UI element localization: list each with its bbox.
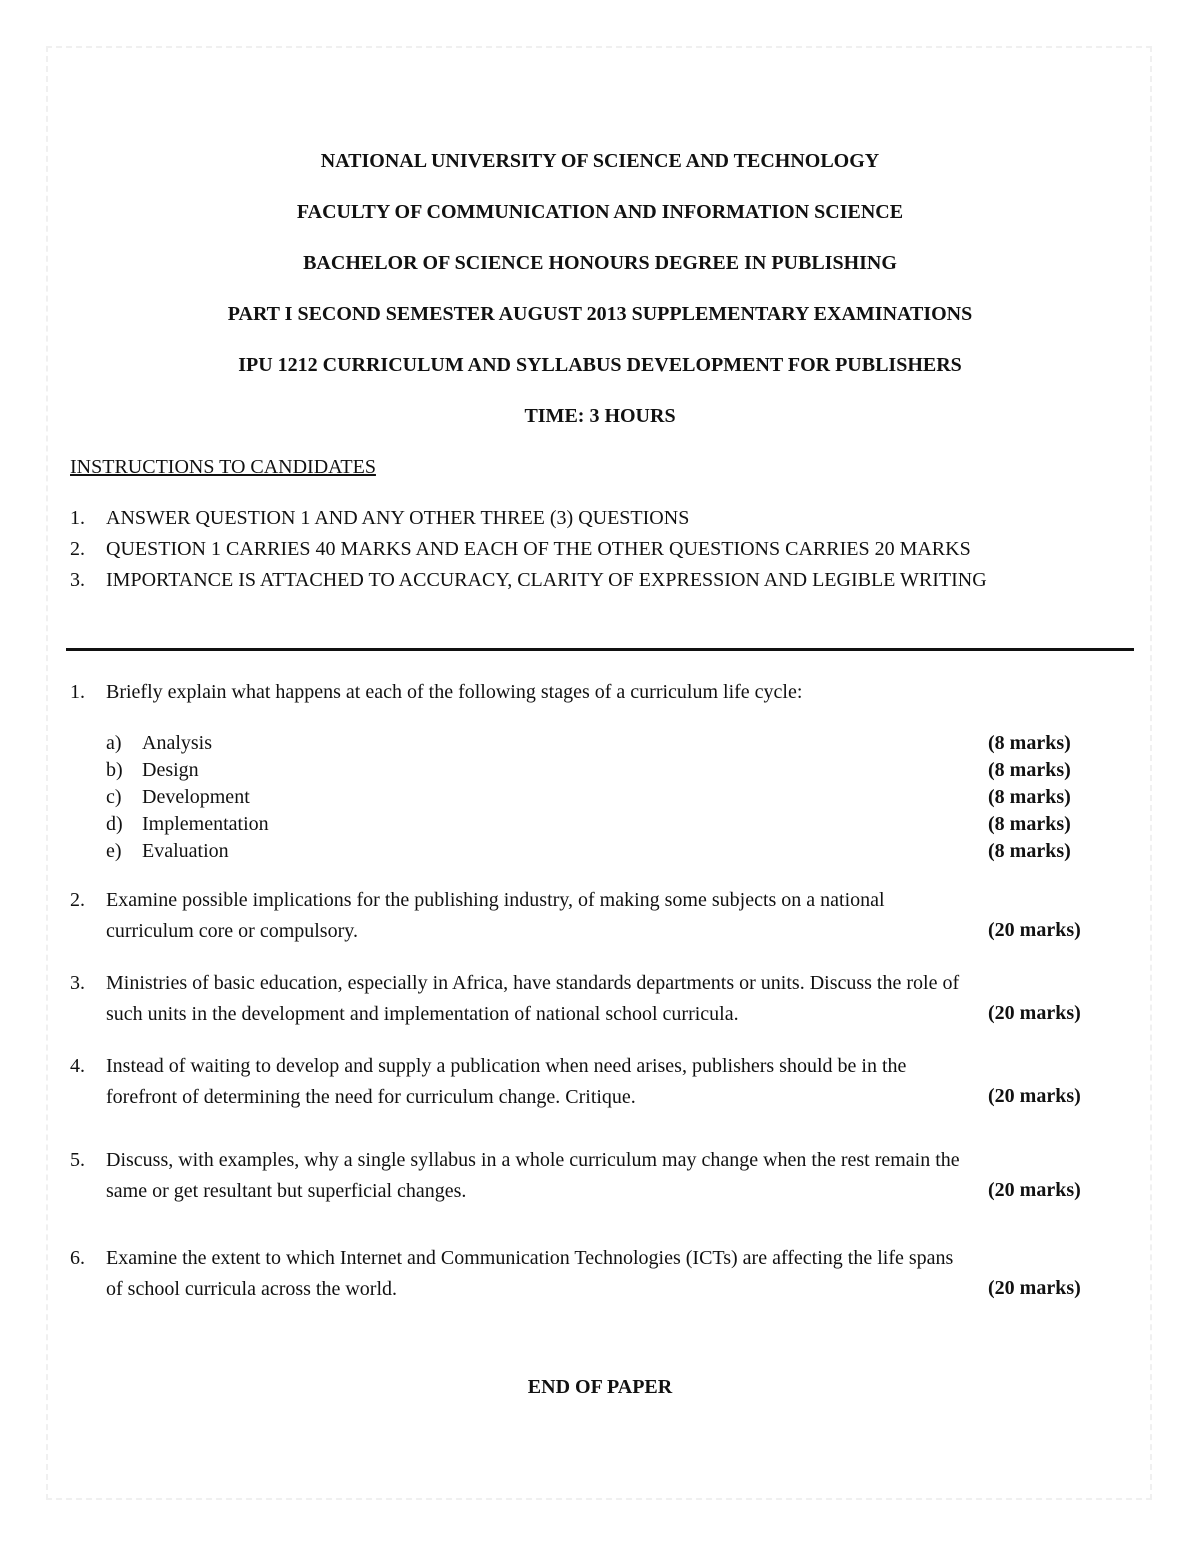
question-number: 6. <box>70 1247 85 1269</box>
marks-label: (20 marks) <box>988 1085 1081 1107</box>
instruction-text: ANSWER QUESTION 1 AND ANY OTHER THREE (3) QUESTIONS <box>106 507 690 529</box>
faculty-name: FACULTY OF COMMUNICATION AND INFORMATION SCIENCE <box>296 201 904 223</box>
sub-question-letter: d) <box>106 813 123 835</box>
marks-label: (20 marks) <box>988 919 1081 941</box>
question-text-line-1: Examine possible implications for the publishing industry, of making some subjects on a national <box>106 889 885 911</box>
marks-label: (8 marks) <box>988 732 1071 754</box>
instruction-number: 3. <box>70 569 85 591</box>
sub-question-letter: b) <box>106 759 123 781</box>
instructions-title: INSTRUCTIONS TO CANDIDATES <box>70 456 376 478</box>
section-divider <box>66 648 1134 651</box>
question-number: 5. <box>70 1149 85 1171</box>
end-of-paper: END OF PAPER <box>527 1376 673 1398</box>
question-text-line-2: such units in the development and implementation of national school curricula. <box>106 1003 739 1025</box>
exam-duration: TIME: 3 HOURS <box>524 405 676 427</box>
question-number: 3. <box>70 972 85 994</box>
question-text-line-1: Examine the extent to which Internet and Communication Technologies (ICTs) are affecting the life spans <box>106 1247 954 1269</box>
question-number: 1. <box>70 681 85 703</box>
question-text-line-1: Instead of waiting to develop and supply a publication when need arises, publishers should be in the <box>106 1055 907 1077</box>
sub-question-letter: c) <box>106 786 122 808</box>
question-number: 4. <box>70 1055 85 1077</box>
instruction-text: QUESTION 1 CARRIES 40 MARKS AND EACH OF THE OTHER QUESTIONS CARRIES 20 MARKS <box>106 538 971 560</box>
question-text: Briefly explain what happens at each of the following stages of a curriculum life cycle: <box>106 681 803 703</box>
question-text-line-2: curriculum core or compulsory. <box>106 920 358 942</box>
instruction-number: 2. <box>70 538 85 560</box>
sub-question-label: Design <box>142 759 199 781</box>
question-text-line-1: Ministries of basic education, especially in Africa, have standards departments or units. Discuss the role of <box>106 972 960 994</box>
sub-question-label: Evaluation <box>142 840 229 862</box>
sub-question-label: Analysis <box>142 732 212 754</box>
marks-label: (8 marks) <box>988 813 1071 835</box>
exam-session: PART I SECOND SEMESTER AUGUST 2013 SUPPLEMENTARY EXAMINATIONS <box>227 303 973 325</box>
sub-question-label: Development <box>142 786 250 808</box>
university-name: NATIONAL UNIVERSITY OF SCIENCE AND TECHNOLOGY <box>320 150 880 172</box>
sub-question-label: Implementation <box>142 813 269 835</box>
sub-question-letter: a) <box>106 732 122 754</box>
question-text-line-1: Discuss, with examples, why a single syllabus in a whole curriculum may change when the rest remain the <box>106 1149 960 1171</box>
marks-label: (8 marks) <box>988 840 1071 862</box>
question-number: 2. <box>70 889 85 911</box>
marks-label: (20 marks) <box>988 1179 1081 1201</box>
question-text-line-2: of school curricula across the world. <box>106 1278 398 1300</box>
sub-question-letter: e) <box>106 840 122 862</box>
marks-label: (20 marks) <box>988 1002 1081 1024</box>
instruction-text: IMPORTANCE IS ATTACHED TO ACCURACY, CLARITY OF EXPRESSION AND LEGIBLE WRITING <box>106 569 987 591</box>
marks-label: (8 marks) <box>988 786 1071 808</box>
degree-name: BACHELOR OF SCIENCE HONOURS DEGREE IN PUBLISHING <box>303 252 897 274</box>
marks-label: (20 marks) <box>988 1277 1081 1299</box>
question-text-line-2: forefront of determining the need for curriculum change. Critique. <box>106 1086 636 1108</box>
question-text-line-2: same or get resultant but superficial changes. <box>106 1180 467 1202</box>
marks-label: (8 marks) <box>988 759 1071 781</box>
course-title: IPU 1212 CURRICULUM AND SYLLABUS DEVELOPMENT FOR PUBLISHERS <box>238 354 962 376</box>
instruction-number: 1. <box>70 507 85 529</box>
